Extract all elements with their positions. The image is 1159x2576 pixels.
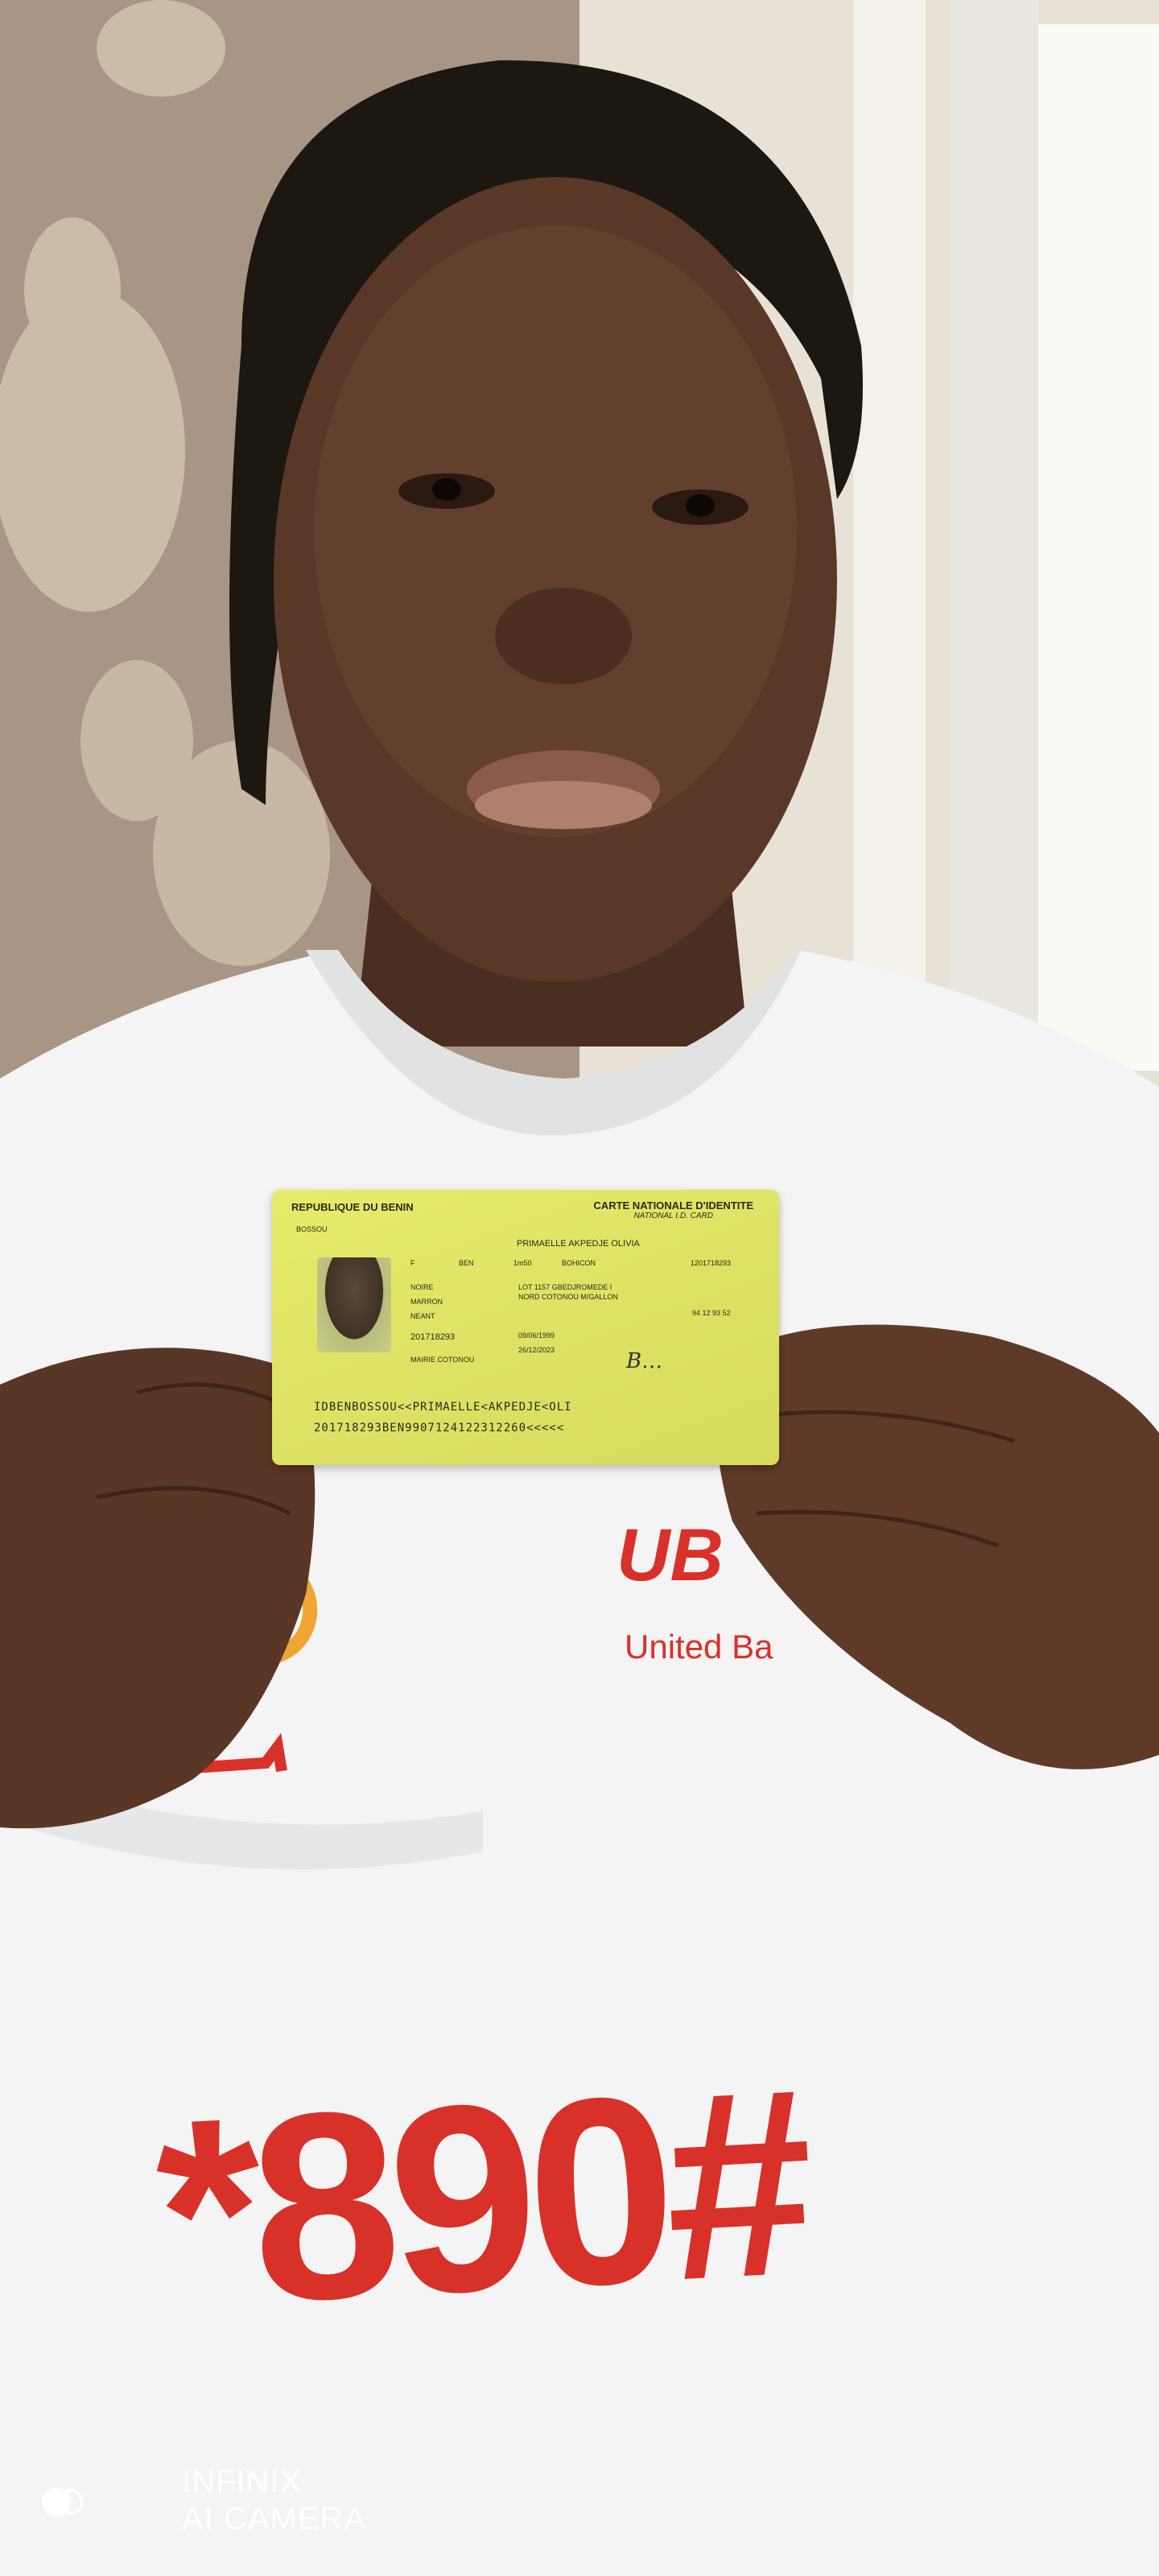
card-id-number: 1201718293 xyxy=(691,1259,732,1267)
card-height: 1m50 xyxy=(514,1259,532,1267)
window-frame-right xyxy=(950,0,1038,1046)
card-birthplace: BOHICON xyxy=(562,1259,596,1267)
national-id-card xyxy=(272,1190,779,1465)
left-pupil xyxy=(432,478,461,501)
card-address: LOT 1157 GBEDJROMEDE I xyxy=(518,1283,612,1291)
card-country: REPUBLIQUE DU BENIN xyxy=(291,1201,414,1213)
card-phone: 94 12 93 52 xyxy=(692,1309,731,1317)
window-frame xyxy=(853,0,926,1046)
face-highlight xyxy=(314,225,797,837)
shirt-ussd-code: *890# xyxy=(150,2032,811,2363)
card-signature: B… xyxy=(626,1349,663,1373)
card-issue-city: MAIRIE COTONOU xyxy=(410,1356,475,1364)
watermark-label: AI CAMERA xyxy=(182,2501,367,2537)
card-hair: MARRON xyxy=(410,1298,443,1306)
card-eyes: NOIRE xyxy=(410,1283,434,1291)
card-given-names: PRIMAELLE AKPEDJE OLIVIA xyxy=(517,1239,640,1249)
card-npi: 201718293 xyxy=(410,1332,456,1342)
card-title: CARTE NATIONALE D'IDENTITE xyxy=(593,1199,753,1212)
card-subtitle: NATIONAL I.D. CARD xyxy=(633,1212,713,1220)
lower-lip xyxy=(475,781,652,829)
watermark-brand: INFINIX xyxy=(182,2464,303,2500)
camera-watermark-text xyxy=(182,2463,366,2537)
card-address-2: NORD COTONOU M/GALLON xyxy=(518,1293,618,1301)
card-sex: F xyxy=(410,1259,415,1267)
card-birth-date: 09/06/1999 xyxy=(518,1331,555,1340)
right-pupil xyxy=(686,494,715,517)
window-glass xyxy=(1038,24,1159,1071)
shirt-bank-logo: UB xyxy=(617,1514,724,1596)
card-title-block xyxy=(593,1199,753,1220)
card-marks: NEANT xyxy=(410,1312,435,1320)
card-holder-photo xyxy=(317,1257,391,1352)
shirt-bank-name: United Ba xyxy=(625,1628,773,1666)
card-nationality: BEN xyxy=(459,1259,474,1267)
camera-watermark-icon xyxy=(39,2479,84,2524)
card-mrz-line-1: IDBENBOSSOU<<PRIMAELLE<AKPEDJE<OLI xyxy=(314,1401,572,1414)
card-mrz-line-2: 201718293BEN9907124122312260<<<<< xyxy=(314,1422,565,1435)
card-surname: BOSSOU xyxy=(296,1225,328,1233)
card-expiry: 26/12/2023 xyxy=(518,1346,555,1354)
nose xyxy=(495,588,632,684)
